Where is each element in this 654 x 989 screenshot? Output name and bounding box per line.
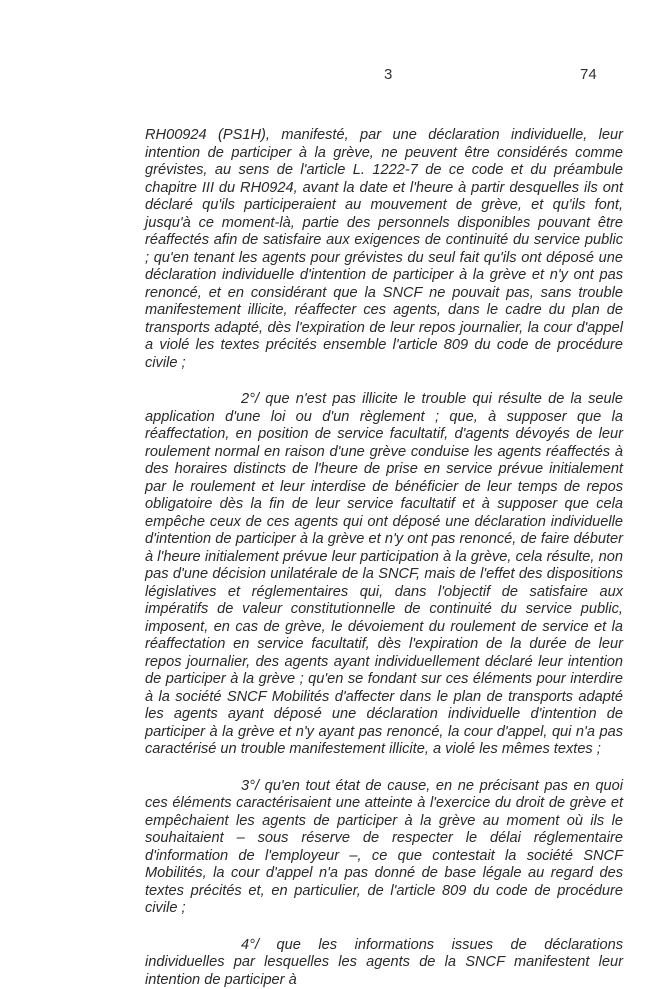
page-number-center: 3 xyxy=(384,66,392,83)
document-body xyxy=(145,127,623,989)
paragraph-point-4: 4°/ que les informations issues de déclarations individuelles par lesquelles les agents de la SNCF manifestent leur intention de participer à xyxy=(145,937,623,989)
paragraph-point-3: 3°/ qu'en tout état de cause, en ne précisant pas en quoi ces éléments caractérisaient une atteinte à l'exercice du droit de grève et empêchaient les agents de participer à la grève au moment où ils le souhaitaient – sous réserve de respecter le délai réglementaire d'information de l'employeur –, ce que contestait la société SNCF Mobilités, la cour d'appel n'a pas donné de base légale au regard des textes précités et, en particulier, de l'article 809 du code de procédure civile ; xyxy=(145,778,623,918)
paragraph-point-2: 2°/ que n'est pas illicite le trouble qui résulte de la seule application d'une loi ou d'un règlement ; que, à supposer que la réaffectation, en position de service facultatif, d'agents dévoyés de leur roulement normal en raison d'une grève conduise les agents réaffectés à des horaires distincts de l'heure de prise en service prévue initialement par le roulement et leur interdise de bénéficier de leur temps de repos obligatoire dès la fin de leur service facultatif et à supposer que cela empêche ceux de ces agents qui ont déposé une déclaration individuelle d'intention de participer à la grève et n'y ont pas renoncé, de faire débuter à l'heure initialement prévue leur participation à la grève, cela résulte, non pas d'une décision unilatérale de la SNCF, mais de l'effet des dispositions législatives et réglementaires qui, dans l'objectif de satisfaire aux impératifs de valeur constitutionnelle de continuité du service public, imposent, en cas de grève, le dévoiement du roulement de service et la réaffectation en service facultatif, dès l'expiration de la durée de leur repos journalier, des agents ayant individuellement déclaré leur intention de participer à la grève ; qu'en se fondant sur ces éléments pour interdire à la société SNCF Mobilités d'affecter dans le plan de transports adapté les agents ayant déposé une déclaration individuelle d'intention de participer à la grève et n'y ayant pas renoncé, la cour d'appel, qui n'a pas caractérisé un trouble manifestement illicite, a violé les mêmes textes ; xyxy=(145,391,623,759)
paragraph-continuation: RH00924 (PS1H), manifesté, par une déclaration individuelle, leur intention de participer à la grève, ne peuvent être considérés comme grévistes, au sens de l'article L. 1222-7 de ce code et du préambule chapitre III du RH0924, avant la date et l'heure à partir desquelles ils ont déclaré qu'ils participeraient au mouvement de grève, et qu'ils font, jusqu'à ce moment-là, partie des personnels disponibles pouvant être réaffectés afin de satisfaire aux exigences de continuité du service public ; qu'en tenant les agents pour grévistes du seul fait qu'ils ont déposé une déclaration individuelle d'intention de participer à la grève et n'y ont pas renoncé, et en considérant que la SNCF ne pouvait pas, sans trouble manifestement illicite, réaffecter ces agents, dans le cadre du plan de transports adapté, dès l'expiration de leur repos journalier, la cour d'appel a violé les textes précités ensemble l'article 809 du code de procédure civile ; xyxy=(145,127,623,372)
page-number-right: 74 xyxy=(580,66,597,83)
